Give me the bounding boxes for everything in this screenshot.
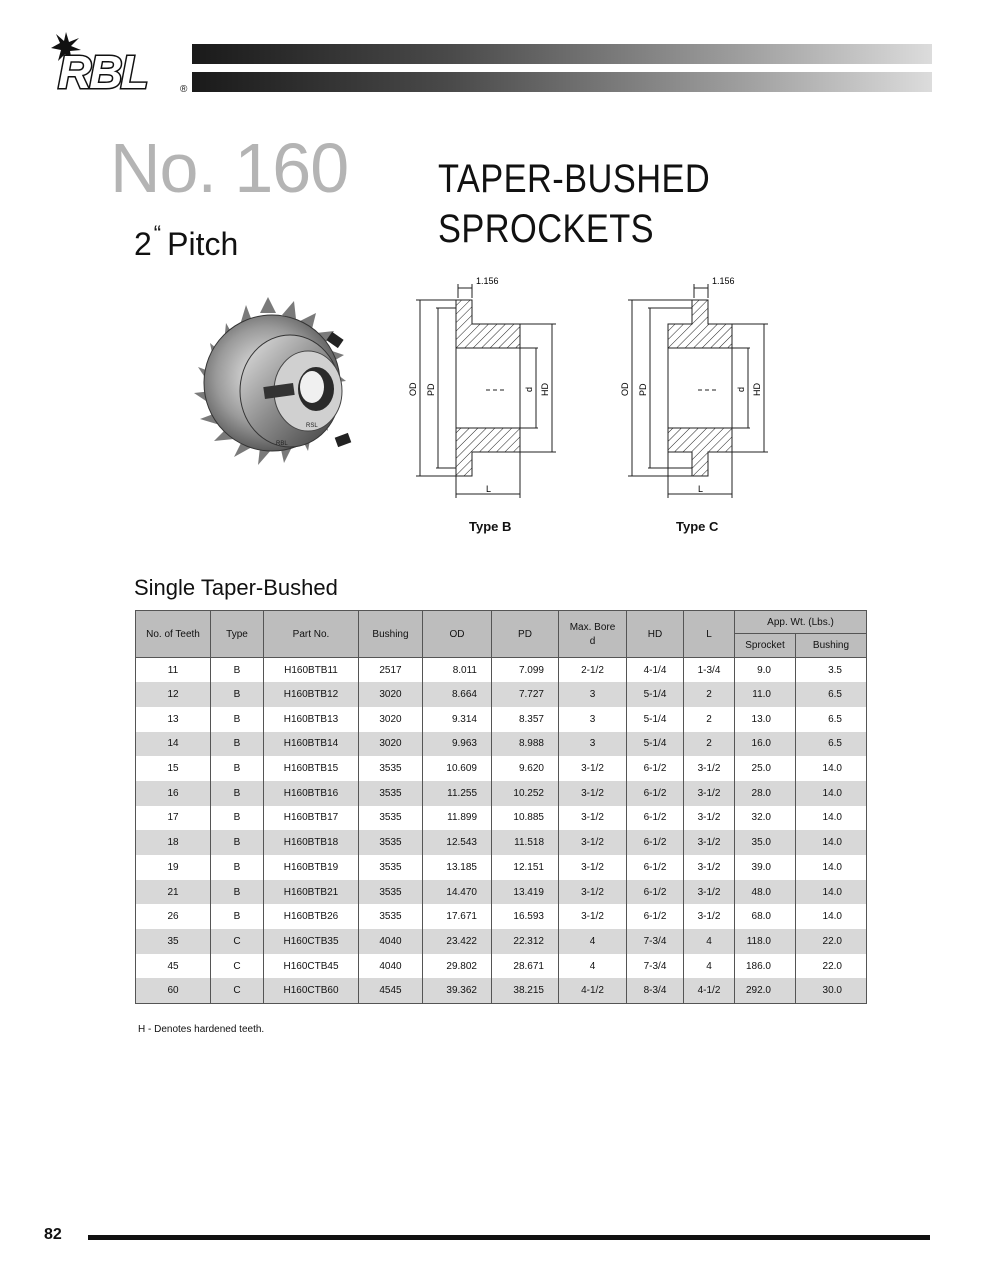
cell-bushing-wt: 14.0 [796,806,867,831]
cell-max-bore: 4 [559,929,627,954]
cell-type: B [211,658,264,683]
hd-label-c: HD [752,383,762,396]
page-number: 82 [44,1226,62,1243]
series-number: No. 160 [110,129,349,207]
cell-l: 2 [684,707,735,732]
header-part: Part No. [264,611,359,658]
cell-sprocket-wt: 48.0 [735,880,796,905]
cell-bushing: 3020 [359,707,423,732]
cell-hd: 6-1/2 [627,880,684,905]
cell-l: 1-3/4 [684,658,735,683]
cell-pd: 28.671 [492,954,559,979]
cell-sprocket-wt: 16.0 [735,732,796,757]
cell-bushing: 3020 [359,682,423,707]
header-type: Type [211,611,264,658]
cell-od: 29.802 [423,954,492,979]
cell-od: 9.314 [423,707,492,732]
cell-sprocket-wt: 292.0 [735,978,796,1003]
cell-max-bore: 3-1/2 [559,781,627,806]
cell-teeth: 35 [136,929,211,954]
od-label-b: OD [408,382,418,396]
cell-bushing-wt: 14.0 [796,781,867,806]
type-c-label: Type C [676,519,719,534]
cell-max-bore: 3 [559,732,627,757]
od-label-c: OD [620,382,630,396]
type-c-diagram [612,268,782,500]
cell-sprocket-wt: 25.0 [735,756,796,781]
cell-sprocket-wt: 186.0 [735,954,796,979]
cell-bushing-wt: 6.5 [796,732,867,757]
cell-sprocket-wt: 39.0 [735,855,796,880]
cell-pd: 38.215 [492,978,559,1003]
table-row [136,781,867,806]
cell-type: B [211,806,264,831]
cell-part-no: H160BTB13 [264,707,359,732]
cell-part-no: H160BTB21 [264,880,359,905]
cell-teeth: 21 [136,880,211,905]
cell-l: 4 [684,954,735,979]
cell-teeth: 14 [136,732,211,757]
cell-sprocket-wt: 35.0 [735,830,796,855]
cell-hd: 5-1/4 [627,732,684,757]
cell-bushing: 4545 [359,978,423,1003]
cell-bushing: 3535 [359,855,423,880]
cell-od: 11.899 [423,806,492,831]
logo-text: RBL [58,46,147,98]
l-label-c: L [698,484,704,494]
cell-bushing-wt: 14.0 [796,855,867,880]
cell-hd: 6-1/2 [627,756,684,781]
cell-max-bore: 4-1/2 [559,978,627,1003]
header-hd: HD [627,611,684,658]
dim-width-c: 1.156 [712,276,735,286]
cell-sprocket-wt: 13.0 [735,707,796,732]
cell-type: B [211,855,264,880]
pitch-inch-mark: “ [153,221,162,246]
cell-l: 3-1/2 [684,806,735,831]
cell-od: 17.671 [423,904,492,929]
cell-teeth: 17 [136,806,211,831]
cell-part-no: H160BTB26 [264,904,359,929]
spec-table-body [136,658,867,1004]
cell-bushing: 3535 [359,806,423,831]
cell-pd: 7.099 [492,658,559,683]
cell-l: 4 [684,929,735,954]
table-row [136,978,867,1003]
cell-pd: 10.885 [492,806,559,831]
pitch-value: 2 [134,226,152,262]
cell-part-no: H160CTB45 [264,954,359,979]
pitch-label [134,214,238,264]
cell-bushing: 4040 [359,929,423,954]
cell-hd: 6-1/2 [627,781,684,806]
cell-od: 10.609 [423,756,492,781]
sprocket-photo [190,295,370,485]
cell-pd: 22.312 [492,929,559,954]
header-bar-top [192,44,932,64]
cell-bushing-wt: 22.0 [796,954,867,979]
cell-type: C [211,929,264,954]
d-label-c: d [736,386,746,392]
cell-max-bore: 3-1/2 [559,806,627,831]
cell-teeth: 18 [136,830,211,855]
cell-part-no: H160BTB11 [264,658,359,683]
table-row [136,855,867,880]
cell-bushing-wt: 30.0 [796,978,867,1003]
pd-label-c: PD [638,383,648,396]
cell-max-bore: 3 [559,707,627,732]
cell-pd: 16.593 [492,904,559,929]
cell-l: 3-1/2 [684,904,735,929]
cell-bushing: 3535 [359,904,423,929]
cell-bushing: 3535 [359,880,423,905]
cell-teeth: 60 [136,978,211,1003]
cell-part-no: H160BTB15 [264,756,359,781]
cell-pd: 12.151 [492,855,559,880]
cell-part-no: H160CTB35 [264,929,359,954]
table-row [136,732,867,757]
cell-pd: 11.518 [492,830,559,855]
svg-text:®: ® [180,84,188,95]
table-row [136,756,867,781]
section-title: Single Taper-Bushed [134,575,338,600]
cell-bushing: 3535 [359,781,423,806]
type-b-label: Type B [469,519,512,534]
cell-bushing-wt: 14.0 [796,880,867,905]
rbl-logo [48,28,198,98]
cell-l: 3-1/2 [684,880,735,905]
header-od: OD [423,611,492,658]
table-row [136,707,867,732]
table-row [136,904,867,929]
cell-hd: 7-3/4 [627,929,684,954]
table-row [136,658,867,683]
cell-od: 23.422 [423,929,492,954]
table-row [136,830,867,855]
cell-hd: 5-1/4 [627,707,684,732]
cell-od: 9.963 [423,732,492,757]
cell-pd: 7.727 [492,682,559,707]
header-bar-bottom [192,72,932,92]
cell-bushing: 3020 [359,732,423,757]
cell-teeth: 45 [136,954,211,979]
hd-label-b: HD [540,383,550,396]
cell-bushing-wt: 6.5 [796,707,867,732]
header-max-bore-label: Max. Bore [569,621,616,633]
header-teeth: No. of Teeth [136,611,211,658]
cell-type: B [211,830,264,855]
cell-sprocket-wt: 11.0 [735,682,796,707]
cell-l: 3-1/2 [684,781,735,806]
cell-od: 12.543 [423,830,492,855]
cell-od: 14.470 [423,880,492,905]
cell-teeth: 12 [136,682,211,707]
cell-od: 11.255 [423,781,492,806]
cell-pd: 8.357 [492,707,559,732]
cell-type: B [211,732,264,757]
hardened-teeth-note: H - Denotes hardened teeth. [138,1024,265,1035]
cell-sprocket-wt: 9.0 [735,658,796,683]
photo-label-1: RSL [306,423,318,429]
header-sprocket-wt: Sprocket [735,634,796,658]
cell-hd: 5-1/4 [627,682,684,707]
cell-type: B [211,880,264,905]
cell-l: 3-1/2 [684,756,735,781]
header-weight: App. Wt. (Lbs.) [735,611,867,634]
pitch-text: Pitch [167,226,239,262]
cell-od: 8.011 [423,658,492,683]
cell-max-bore: 3-1/2 [559,880,627,905]
cell-l: 3-1/2 [684,855,735,880]
cell-pd: 8.988 [492,732,559,757]
cell-part-no: H160BTB16 [264,781,359,806]
cell-bushing: 3535 [359,830,423,855]
cell-max-bore: 3-1/2 [559,855,627,880]
cell-type: B [211,707,264,732]
cell-sprocket-wt: 32.0 [735,806,796,831]
cell-bushing-wt: 14.0 [796,756,867,781]
cell-bushing-wt: 3.5 [796,658,867,683]
cell-part-no: H160BTB12 [264,682,359,707]
dim-width-b: 1.156 [476,276,499,286]
cell-od: 13.185 [423,855,492,880]
table-row [136,880,867,905]
d-label-b: d [524,386,534,392]
cell-pd: 10.252 [492,781,559,806]
photo-label-2: RBL [276,441,288,447]
cell-type: B [211,904,264,929]
cell-hd: 6-1/2 [627,855,684,880]
cell-part-no: H160BTB14 [264,732,359,757]
cell-type: C [211,954,264,979]
cell-sprocket-wt: 68.0 [735,904,796,929]
cell-max-bore: 3-1/2 [559,904,627,929]
cell-pd: 13.419 [492,880,559,905]
cell-hd: 8-3/4 [627,978,684,1003]
cell-type: B [211,682,264,707]
spec-table [135,610,867,1004]
header-max-bore [559,611,627,658]
header-l: L [684,611,735,658]
header-bushing-wt: Bushing [796,634,867,658]
header-pd: PD [492,611,559,658]
cell-teeth: 19 [136,855,211,880]
cell-hd: 6-1/2 [627,830,684,855]
cell-bushing-wt: 14.0 [796,830,867,855]
cell-l: 2 [684,732,735,757]
type-b-diagram [400,268,570,500]
cell-teeth: 26 [136,904,211,929]
table-row [136,806,867,831]
table-row [136,682,867,707]
cell-bushing-wt: 14.0 [796,904,867,929]
cell-max-bore: 4 [559,954,627,979]
cell-part-no: H160BTB19 [264,855,359,880]
table-row [136,954,867,979]
cell-type: B [211,781,264,806]
cell-hd: 6-1/2 [627,904,684,929]
cell-max-bore: 3-1/2 [559,756,627,781]
cell-bushing: 3535 [359,756,423,781]
cell-teeth: 11 [136,658,211,683]
cell-bushing-wt: 22.0 [796,929,867,954]
cell-l: 2 [684,682,735,707]
page-title: TAPER-BUSHED SPROCKETS [438,157,711,251]
cell-od: 39.362 [423,978,492,1003]
cell-od: 8.664 [423,682,492,707]
table-row [136,929,867,954]
cell-type: C [211,978,264,1003]
cell-teeth: 15 [136,756,211,781]
cell-hd: 4-1/4 [627,658,684,683]
cell-l: 4-1/2 [684,978,735,1003]
header-bushing: Bushing [359,611,423,658]
cell-hd: 7-3/4 [627,954,684,979]
cell-bushing: 4040 [359,954,423,979]
cell-l: 3-1/2 [684,830,735,855]
cell-bushing-wt: 6.5 [796,682,867,707]
cell-teeth: 16 [136,781,211,806]
cell-sprocket-wt: 118.0 [735,929,796,954]
cell-pd: 9.620 [492,756,559,781]
pd-label-b: PD [426,383,436,396]
cell-max-bore: 3-1/2 [559,830,627,855]
cell-part-no: H160BTB18 [264,830,359,855]
cell-part-no: H160BTB17 [264,806,359,831]
cell-sprocket-wt: 28.0 [735,781,796,806]
footer-rule [88,1235,930,1240]
cell-bushing: 2517 [359,658,423,683]
header-max-bore-d: d [589,635,596,647]
cell-type: B [211,756,264,781]
cell-hd: 6-1/2 [627,806,684,831]
cell-teeth: 13 [136,707,211,732]
l-label-b: L [486,484,492,494]
cell-max-bore: 2-1/2 [559,658,627,683]
cell-max-bore: 3 [559,682,627,707]
cell-part-no: H160CTB60 [264,978,359,1003]
